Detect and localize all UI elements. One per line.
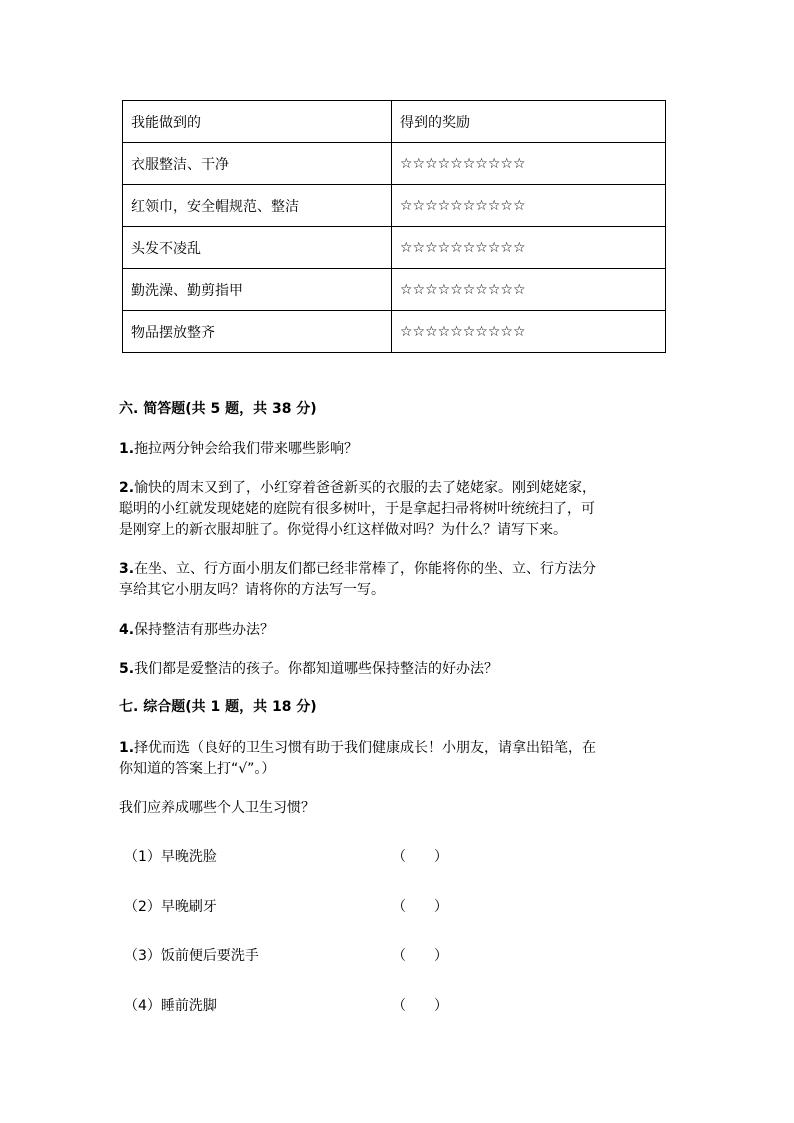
question-6-4 xyxy=(119,620,679,641)
question-number: 1. xyxy=(119,740,135,756)
answer-blank[interactable]: （ ） xyxy=(392,899,448,915)
question-7-1 xyxy=(119,738,679,780)
question-line: 是刚穿上的新衣服却脏了。你觉得小红这样做对吗？为什么？请写下来。 xyxy=(119,522,567,538)
table-header-cell: 我能做到的 xyxy=(123,101,392,143)
question-text: 在坐、立、行方面小朋友们都已经非常棒了，你能将你的坐、立、行方法分 xyxy=(134,561,597,577)
choice-row xyxy=(124,946,544,967)
question-prompt: 我们应养成哪些个人卫生习惯？ xyxy=(119,800,315,816)
choice-label: （4）睡前洗脚 xyxy=(124,998,217,1014)
choice-label: （3）饭前便后要洗手 xyxy=(124,948,259,964)
question-6-2 xyxy=(119,478,679,541)
answer-blank[interactable]: （ ） xyxy=(392,948,448,964)
question-line xyxy=(119,559,679,580)
question-text: 愉快的周末又到了，小红穿着爸爸新买的衣服的去了姥姥家。刚到姥姥家， xyxy=(134,480,597,496)
question-6-1 xyxy=(119,439,679,460)
table-header-cell: 得到的奖励 xyxy=(392,101,666,143)
table-cell-item: 头发不凌乱 xyxy=(123,227,392,269)
question-text: 拖拉两分钟会给我们带来哪些影响？ xyxy=(134,441,359,457)
table-cell-stars: ☆☆☆☆☆☆☆☆☆☆ xyxy=(392,269,666,311)
table-cell-item: 红领巾，安全帽规范、整洁 xyxy=(123,185,392,227)
question-line: 你知道的答案上打“√”。） xyxy=(119,761,276,777)
question-text: 我们都是爱整洁的孩子。你都知道哪些保持整洁的好办法？ xyxy=(134,661,499,677)
table-cell-stars: ☆☆☆☆☆☆☆☆☆☆ xyxy=(392,227,666,269)
question-number: 1. xyxy=(119,441,135,457)
answer-blank[interactable]: （ ） xyxy=(392,849,448,865)
section-7-title: 七. 综合题(共 1 题，共 18 分) xyxy=(119,699,317,715)
answer-blank[interactable]: （ ） xyxy=(392,998,448,1014)
table-cell-stars: ☆☆☆☆☆☆☆☆☆☆ xyxy=(392,143,666,185)
question-line: 聪明的小红就发现姥姥的庭院有很多树叶，于是拿起扫帚将树叶统统扫了，可 xyxy=(119,501,595,517)
table-row xyxy=(123,227,666,269)
choice-row xyxy=(124,897,544,918)
table-cell-item: 物品摆放整齐 xyxy=(123,311,392,353)
table-row xyxy=(123,143,666,185)
reward-table xyxy=(122,100,666,353)
table-cell-stars: ☆☆☆☆☆☆☆☆☆☆ xyxy=(392,311,666,353)
table-cell-item: 勤洗澡、勤剪指甲 xyxy=(123,269,392,311)
table-row xyxy=(123,269,666,311)
choice-row xyxy=(124,847,544,868)
choice-label: （2）早晚刷牙 xyxy=(124,899,217,915)
question-number: 5. xyxy=(119,661,135,677)
question-text: 择优而选（良好的卫生习惯有助于我们健康成长！小朋友，请拿出铅笔，在 xyxy=(134,740,597,756)
table-cell-stars: ☆☆☆☆☆☆☆☆☆☆ xyxy=(392,185,666,227)
question-number: 2. xyxy=(119,480,135,496)
question-number: 4. xyxy=(119,622,135,638)
choice-label: （1）早晚洗脸 xyxy=(124,849,217,865)
table-cell-item: 衣服整洁、干净 xyxy=(123,143,392,185)
question-6-3 xyxy=(119,559,679,601)
question-6-5 xyxy=(119,659,679,680)
question-number: 3. xyxy=(119,561,135,577)
choice-row xyxy=(124,996,544,1017)
table-row xyxy=(123,185,666,227)
question-line: 享给其它小朋友吗？请将你的方法写一写。 xyxy=(119,582,385,598)
table-row xyxy=(123,311,666,353)
question-line xyxy=(119,478,679,499)
question-text: 保持整洁有那些办法？ xyxy=(134,622,275,638)
question-line xyxy=(119,738,679,759)
table-header-row xyxy=(123,101,666,143)
section-6-title: 六. 简答题(共 5 题，共 38 分) xyxy=(119,401,317,417)
